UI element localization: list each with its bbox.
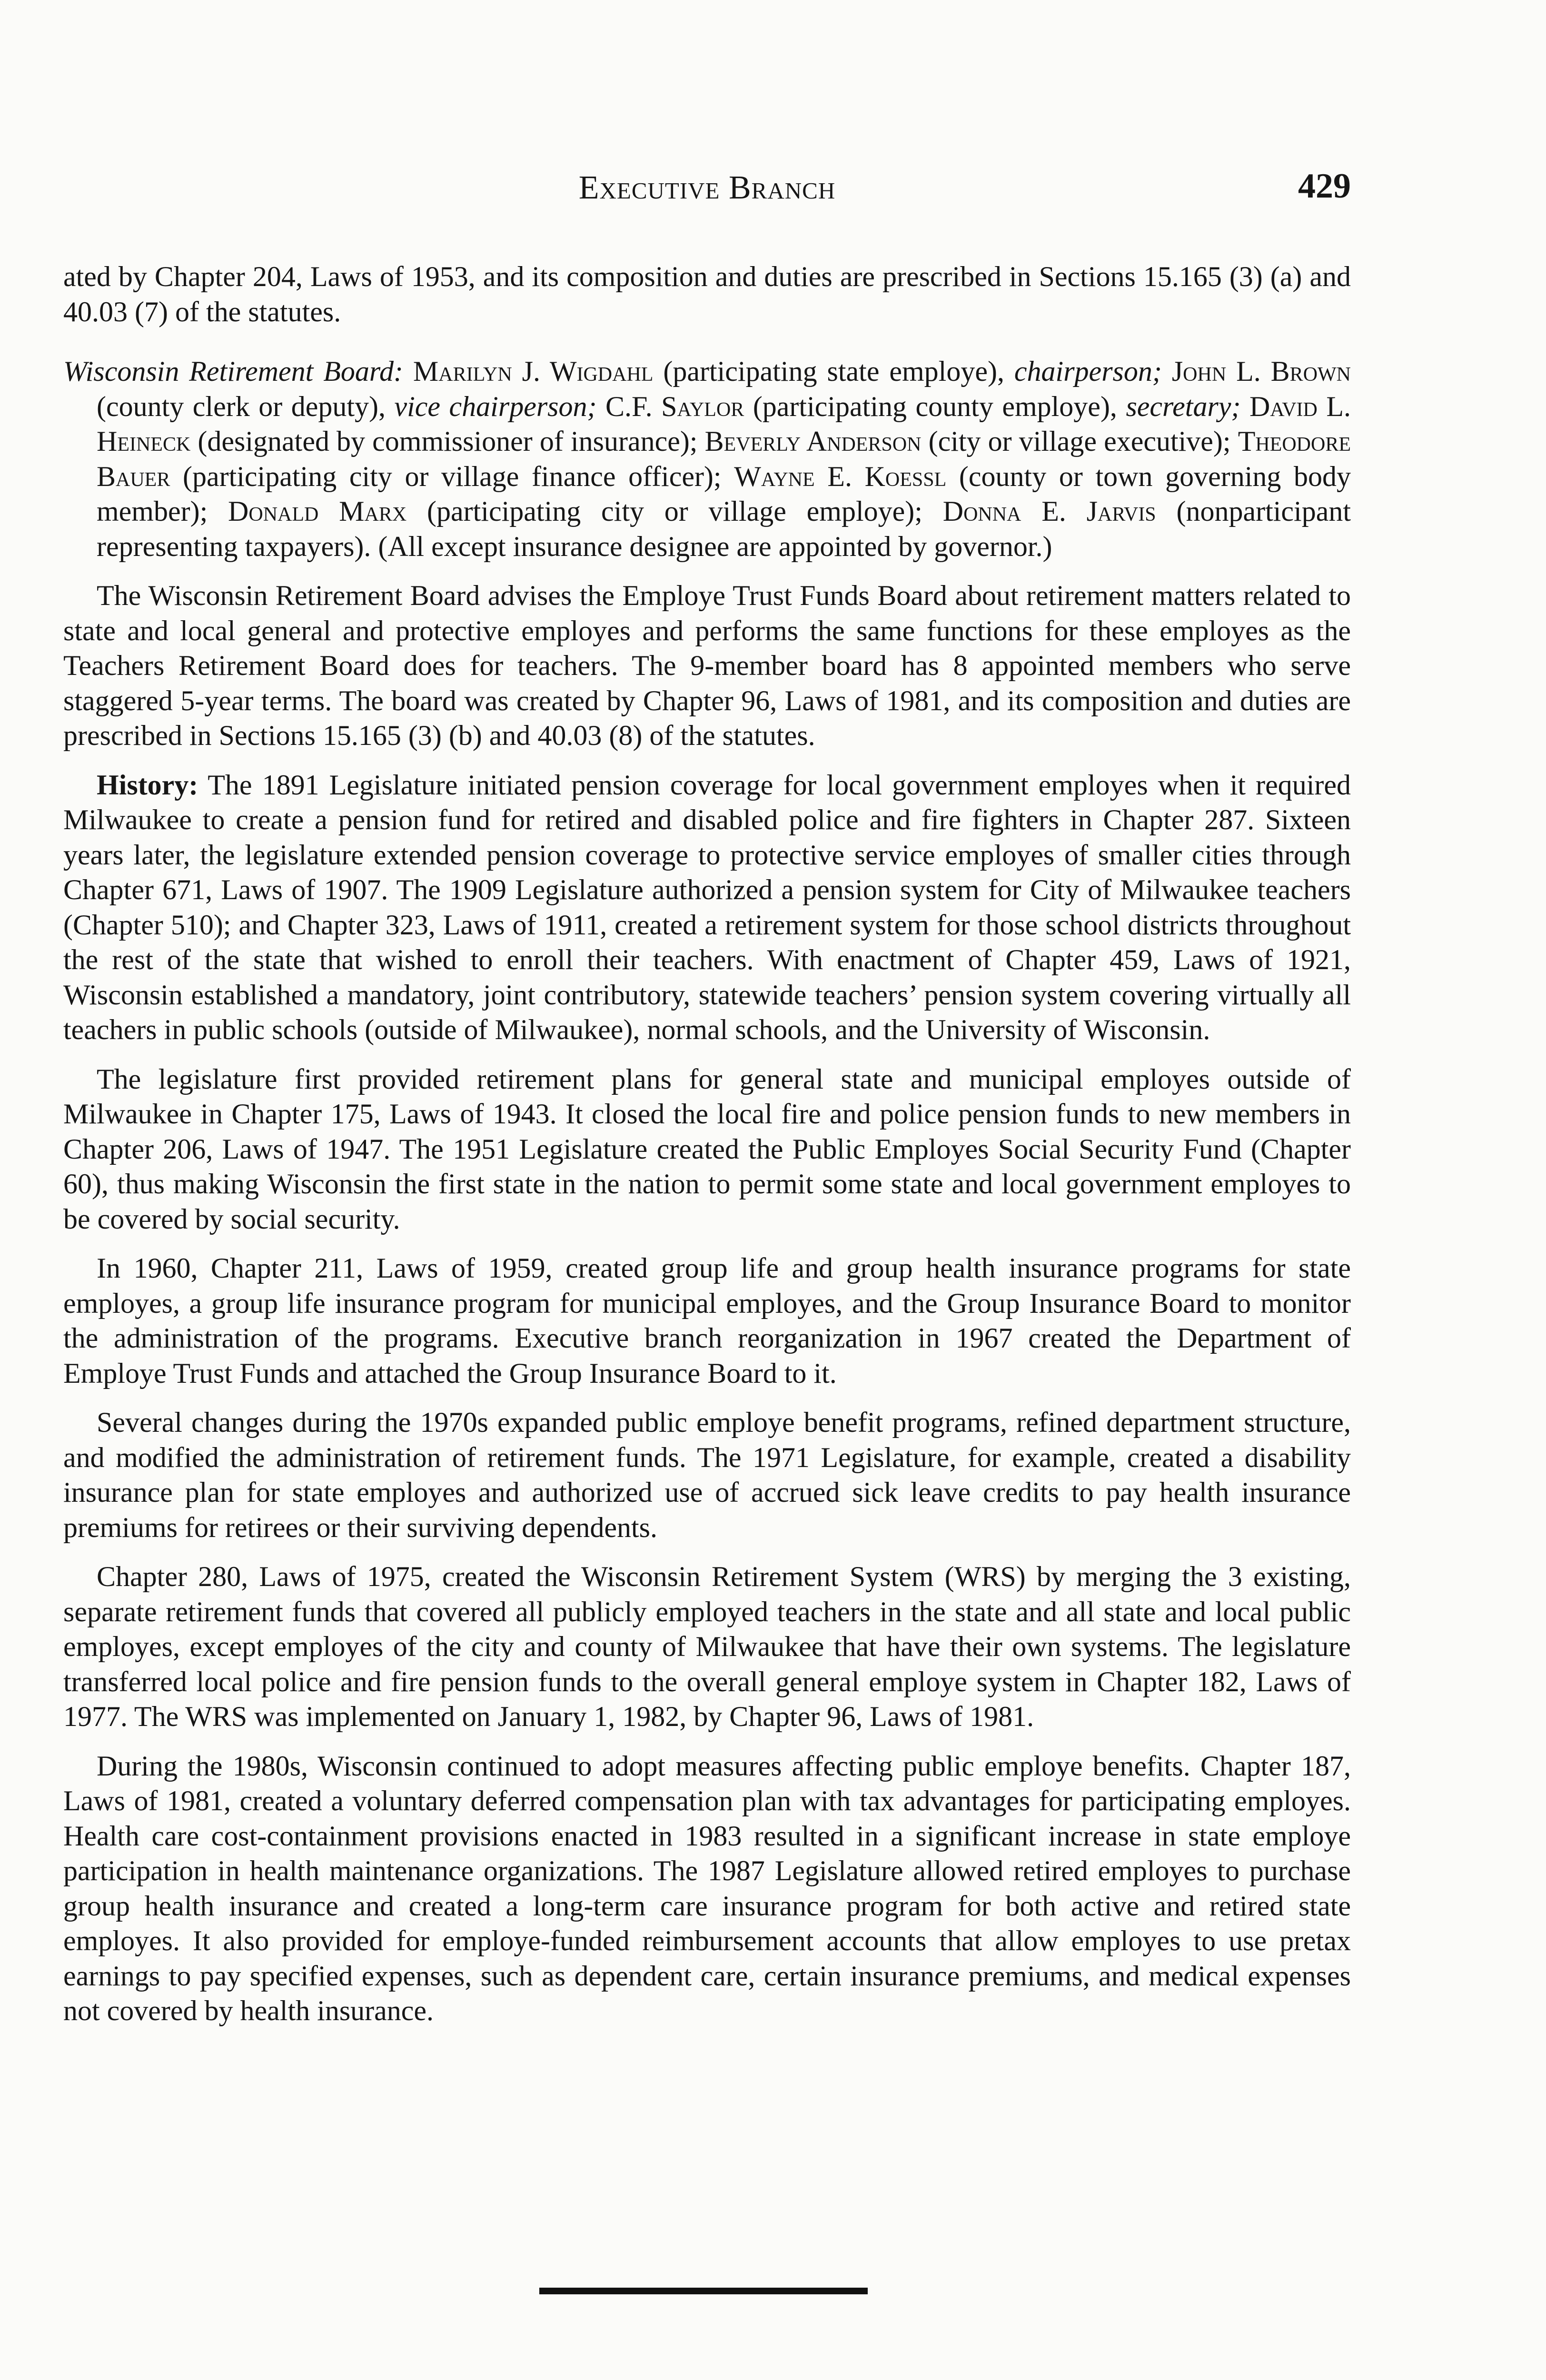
paragraph-1960: In 1960, Chapter 211, Laws of 1959, created group life and group health insurance programs for state employes, a group life insurance program for municipal employes, and the Group Insurance Board to monitor the administration of the programs. Executive branch reorganization in 1967 created the Department of Employe Trust Funds and attached the Group Insurance Board to it. [63,1252,1351,1389]
board-member-title: chairperson; [1014,356,1162,387]
board-description-paragraph: The Wisconsin Retirement Board advises the Employe Trust Funds Board about retirement matters related to state and local general and protective employes and performs the same functions for these employes as the Teachers Retirement Board does for teachers. The 9-member board has 8 appointed members who serve staggered 5-year terms. The board was created by Chapter 96, Laws of 1981, and its composition and duties are prescribed in Sections 15.165 (3) (b) and 40.03 (8) of the statutes. [63,580,1351,751]
board-member-role: (designated by commissioner of insurance); [190,426,705,457]
page-header [63,169,1351,217]
board-member-role: (participating state employe), [653,356,1014,387]
board-member-name: Donna E. Jarvis [942,496,1156,527]
board-member-name: C.F. Saylor [605,390,744,422]
end-rule-divider [539,2288,868,2294]
board-label: Wisconsin Retirement Board: [63,356,403,387]
board-member-name: Wayne E. Koessl [734,460,947,492]
page-number: 429 [1298,167,1351,206]
board-member-role: (nonparticipant representing taxpayers). (All except insurance designee are appointed by governor.) [97,496,1351,562]
paragraph-1980s: During the 1980s, Wisconsin continued to adopt measures affecting public employe benefits. Chapter 187, Laws of 1981, created a voluntary deferred compensation plan with tax advantages for participating employes. Health care cost-containment provisions enacted in 1983 resulted in a significant increase in state employe participation in health maintenance organizations. The 1987 Legislature allowed retired employes to purchase group health insurance and created a long-term care insurance program for both active and retired state employes. It also provided for employe-funded reimbursement accounts that allow employes to use pretax earnings to pay specified expenses, such as dependent care, certain insurance premiums, and medical expenses not covered by health insurance. [63,1750,1351,2026]
board-member-name: Beverly Anderson [704,426,922,457]
history-paragraph [63,768,1351,1048]
board-member-title: secretary; [1126,390,1241,422]
page-body [63,259,1351,2043]
board-member-name: David L. Heineck [97,390,1351,457]
board-member-role: (participating city or village employe); [406,496,943,527]
board-member-role: (county or town governing body member); [97,460,1351,527]
board-member-role: (participating county employe), [744,390,1126,422]
continued-paragraph: ated by Chapter 204, Laws of 1953, and its composition and duties are prescribed in Sections 15.165 (3) (a) and 40.03 (7) of the statutes. [63,261,1351,327]
board-member-name: Marilyn J. Wigdahl [413,356,654,387]
board-member-role: (county clerk or deputy), [97,390,395,422]
paragraph-1970s: Several changes during the 1970s expanded public employe benefit programs, refined department structure, and modified the administration of retirement funds. The 1971 Legislature, for example, created a disability insurance plan for state employes and authorized use of accrued sick leave credits to pay health insurance premiums for retirees or their surviving dependents. [63,1407,1351,1543]
board-member-role: (participating city or village finance officer); [170,460,734,492]
paragraph-1943: The legislature first provided retirement plans for general state and municipal employes outside of Milwaukee in Chapter 175, Laws of 1943. It closed the local fire and police pension funds to new members in Chapter 206, Laws of 1947. The 1951 Legislature created the Public Employes Social Security Fund (Chapter 60), thus making Wisconsin the first state in the nation to permit some state and local government employes to be covered by social security. [63,1063,1351,1235]
paragraph-wrs: Chapter 280, Laws of 1975, created the Wisconsin Retirement System (WRS) by merging the 3 existing, separate retirement funds that covered all publicly employed teachers in the state and all state and local public employes, except employes of the city and county of Milwaukee that have their own systems. The legislature transferred local police and fire pension funds to the overall general employe system in Chapter 182, Laws of 1977. The WRS was implemented on January 1, 1982, by Chapter 96, Laws of 1981. [63,1561,1351,1732]
board-member-name: Theodore Bauer [97,426,1351,492]
history-label: History: [97,769,198,801]
board-member-role: (city or village executive); [921,426,1238,457]
running-head: Executive Branch [578,169,836,206]
board-member-name: Donald Marx [228,496,407,527]
board-member-name: John L. Brown [1171,356,1351,387]
board-member-title: vice chairperson; [394,390,597,422]
history-text: The 1891 Legislature initiated pension coverage for local government employes when it required Milwaukee to create a pension fund for retired and disabled police and fire fighters in Chapter 287. Sixteen years later, the legislature extended pension coverage to protective service employes of smaller cities through Chapter 671, Laws of 1907. The 1909 Legislature authorized a pension system for City of Milwaukee teachers (Chapter 510); and Chapter 323, Laws of 1911, created a retirement system for those school districts throughout the rest of the state that wished to enroll their teachers. With enactment of Chapter 459, Laws of 1921, Wisconsin established a mandatory, joint contributory, statewide teachers’ pension system covering virtually all teachers in public schools (outside of Milwaukee), normal schools, and the University of Wisconsin. [63,769,1351,1045]
board-membership-paragraph [63,354,1351,564]
